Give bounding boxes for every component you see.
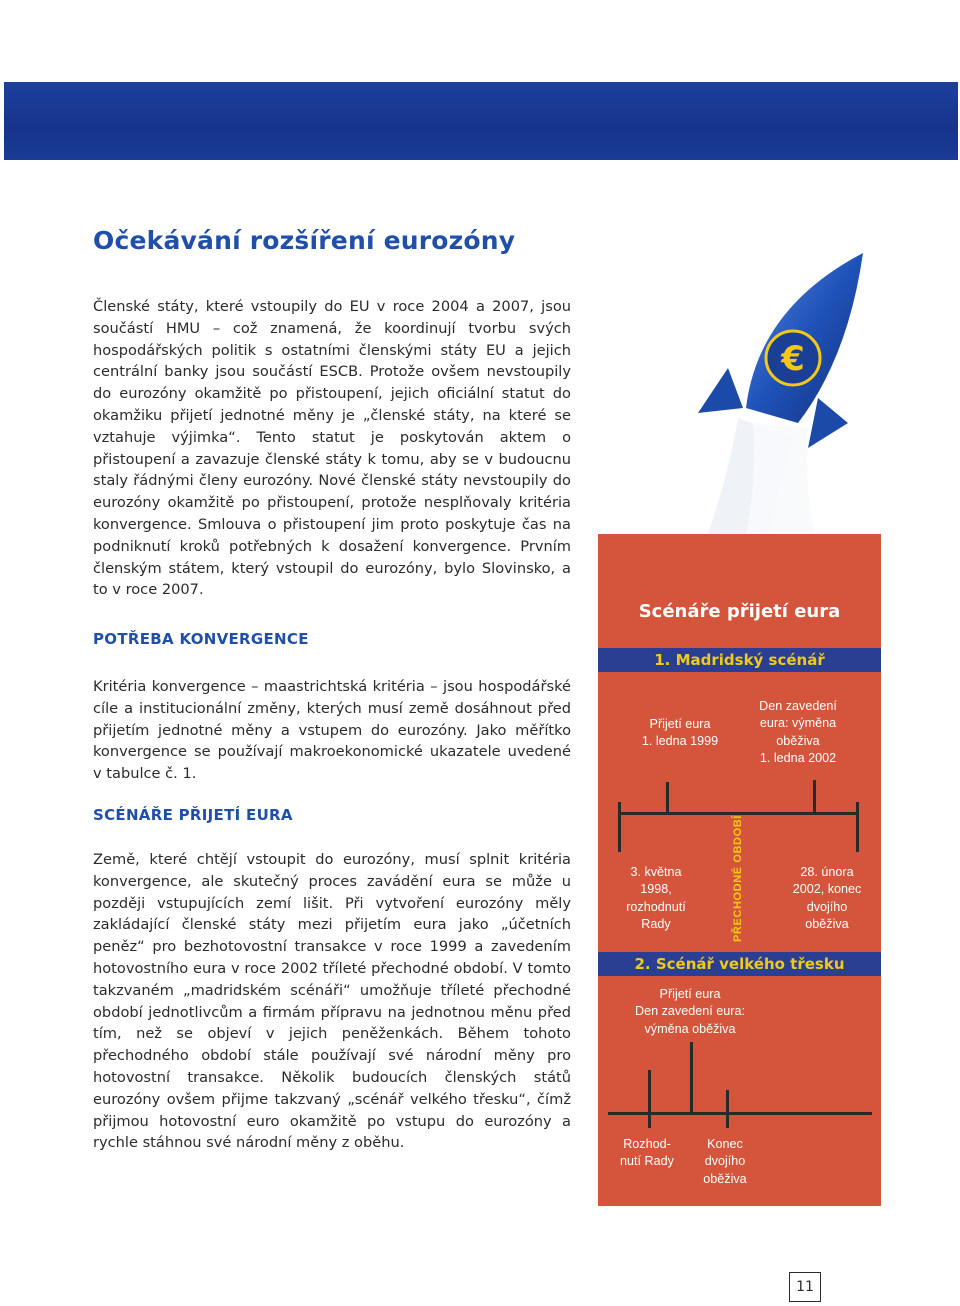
section-heading-convergence: POTŘEBA KONVERGENCE [93,630,309,648]
scenarios-paragraph: Země, které chtějí vstoupit do eurozóny, musí splnit kritéria konvergence, ale skutečný proces zavádění eura se může u později vstupujících zemí lišit. Při vytvoření eurozóny měly zakládající členské státy mezi přijetím eura jako „účetních peněz“ pro bezhotovostní transakce v roce 1999 a zavedením hotovostního eura v roce 2002 tříleté přechodné období. V tomto takzvaném „madridském scénáři“ umožňuje tříleté přechodné období jednotlivcům a firmám přípravu na jednotnou měnu před tím, než se objeví v jejich peněženkách. Během tohoto přechodného období stále používají své národní měny pro hotovostní transakce. Několik budoucích členských států eurozóny ovšem přijme takzvaný „scénář velkého třesku“, čímž přijmou hotovostní euro okamžitě po vstupu do eurozóny a rychle stáhnou své národní měny z oběhu. [93,851,571,1152]
scenario2-label: 2. Scénář velkého třesku [598,952,881,976]
section-heading-scenarios: SCÉNÁŘE PŘIJETÍ EURA [93,806,293,824]
scenario1-bottom-left: 3. května 1998, rozhodnutí Rady [626,865,686,932]
timeline2-tick-end [726,1090,729,1128]
rocket-illustration [698,248,888,548]
header-banner [4,82,958,160]
scenario2-bottom-left: Rozhod- nutí Rady [620,1137,674,1169]
timeline2-tick-event [690,1042,693,1114]
timeline2-axis [608,1112,872,1115]
timeline2-tick-start [648,1070,651,1128]
panel-title: Scénáře přijetí eura [638,601,841,622]
timeline1-tick-left [666,782,669,814]
timeline1-tick-right [813,780,816,812]
scenario1-left-event: Přijetí eura 1. ledna 1999 [641,717,719,749]
scenario1-bottom-right: 28. února 2002, konec dvojího oběživa [792,865,862,932]
euro-symbol-icon: € [781,339,805,379]
timeline1-axis [618,812,859,815]
intro-paragraph: Členské státy, které vstoupily do EU v roce 2004 a 2007, jsou součástí HMU – což znamená, že koordinují tvorbu svých hospodářských politik s ostatními členskými státy EU a jejich centrální banky jsou součástí ESCB. Protože ovšem nevstoupily do eurozóny okamžitě po přistoupení, jejich oficiální statut do okamžiku přijetí jednotné měny je „členské státy, na které se vztahuje výjimka“. Tento statut je poskytován aktem o přistoupení a zavazuje členské státy k tomu, aby se v budoucnu staly řádnými členy eurozóny. Nové členské státy nevstoupily do eurozóny okamžitě po přistoupení, protože nesplňovaly kritéria konvergence. Smlouva o přistoupení jim proto poskytuje čas na podniknutí kroků potřebných k dosažení konvergence. Prvním členským státem, který vstoupil do eurozóny, bylo Slovinsko, a to v roce 2007. [93,298,571,599]
scenario1-right-event: Den zavedení eura: výměna oběživa 1. ledna 2002 [759,699,837,766]
page-title: Očekávání rozšíření eurozóny [93,226,516,255]
timeline1-tick-end [856,802,859,852]
convergence-paragraph: Kritéria konvergence – maastrichtská kritéria – jsou hospodářské cíle a institucionální změny, kterých musí země dosáhnout před přijetím jednotné měny a vstupem do eurozóny. Jako měřítko konvergence se používají makroekonomické ukazatele uvedené v tabulce č. 1. [93,678,571,783]
scenario1-label: 1. Madridský scénář [598,648,881,672]
scenario2-event: Přijetí eura Den zavedení eura: výměna oběživa [635,987,745,1036]
timeline1-tick-start [618,802,621,852]
scenario2-bottom-right: Konec dvojího oběživa [703,1137,747,1186]
transition-period-label: PŘECHODNÉ OBDOBÍ [732,815,744,943]
page-number: 11 [789,1272,821,1302]
scenario-panel [598,534,881,1206]
